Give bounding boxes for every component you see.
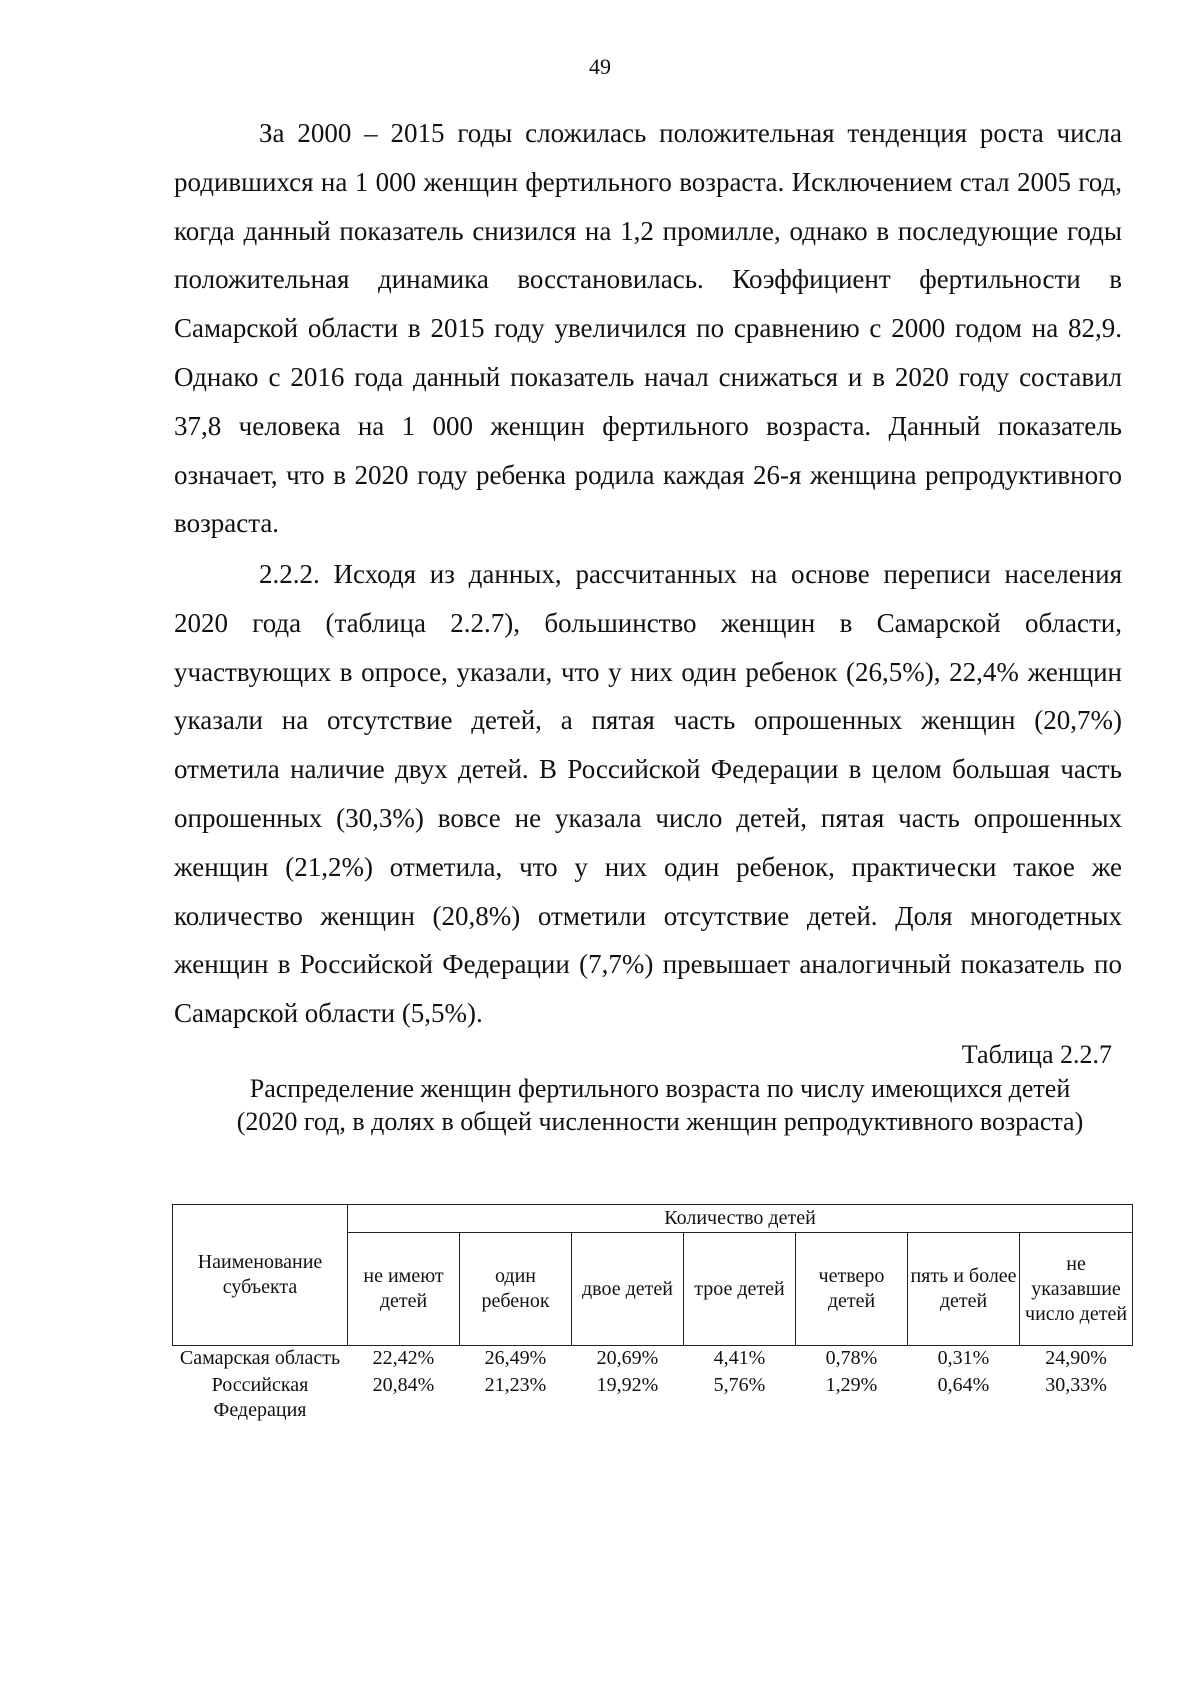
- table-title: Распределение женщин фертильного возраста по числу имеющихся детей (2020 год, в долях в общей численности женщин репродуктивного возраста): [236, 1074, 1084, 1136]
- table-cell: 20,69%: [596, 1347, 659, 1369]
- header-subject-name: Наименование субъекта: [173, 1205, 348, 1346]
- paragraph-text: 2.2.2. Исходя из данных, рассчитанных на основе переписи населения 2020 года (таблица 2.2.7), большинство женщин в Самарской области, участвующих в опросе, указали, что у них один ребенок (26,5%), 22,4% женщин указали на отсутствие детей, а пятая часть опрошенных женщин (20,7%) отметила наличие двух детей. В Российской Федерации в целом большая часть опрошенных (30,3%) вовсе не указала число детей, пятая часть опрошенных женщин (21,2%) отметила, что у них один ребенок, практически такое же количество женщин (20,8%) отметили отсутствие детей. Доля многодетных женщин в Российской Федерации (7,7%) превышает аналогичный показатель по Самарской области (5,5%).: [174, 559, 1122, 1029]
- column-header: четверо детей: [796, 1233, 908, 1346]
- paragraph-text: За 2000 – 2015 годы сложилась положительная тенденция роста числа родившихся на 1 000 женщин фертильного возраста. Исключением стал 2005 год, когда данный показатель снизился на 1,2 промилле, однако в последующие годы положительная динамика восстановилась. Коэффициент фертильности в Самарской области в 2015 году увеличился по сравнению с 2000 годом на 82,9. Однако с 2016 года данный показатель начал снижаться и в 2020 году составил 37,8 человека на 1 000 женщин фертильного возраста. Данный показатель означает, что в 2020 году ребенка родила каждая 26-я женщина репродуктивного возраста.: [174, 118, 1122, 539]
- table-cell: 30,33%: [1045, 1374, 1107, 1396]
- table-row: [173, 1346, 1133, 1374]
- row-label: Российская Федерация: [211, 1374, 309, 1421]
- table-cell: 21,23%: [484, 1374, 547, 1396]
- table-cell: 4,41%: [713, 1347, 766, 1369]
- table-cell: 0,31%: [937, 1347, 990, 1369]
- column-header: один ребенок: [460, 1233, 572, 1346]
- table-cell: 0,78%: [825, 1347, 878, 1369]
- table-row: [173, 1373, 1133, 1425]
- header-children-count: Количество детей: [348, 1205, 1133, 1233]
- column-header: двое детей: [572, 1233, 684, 1346]
- page-number: 49: [589, 54, 611, 79]
- table-cell: 5,76%: [713, 1374, 766, 1396]
- column-header: не имеют детей: [348, 1233, 460, 1346]
- row-label: Самарская область: [179, 1347, 341, 1369]
- table-cell: 1,29%: [825, 1374, 878, 1396]
- table-cell: 20,84%: [372, 1374, 435, 1396]
- children-distribution-table: [172, 1204, 1133, 1425]
- column-header: не указавшие число детей: [1020, 1233, 1133, 1346]
- body-paragraph-2: [174, 550, 1122, 1038]
- column-header: пять и более детей: [908, 1233, 1020, 1346]
- table-cell: 24,90%: [1045, 1347, 1107, 1369]
- table-cell: 26,49%: [484, 1347, 547, 1369]
- table-cell: 19,92%: [596, 1374, 659, 1396]
- body-paragraph-1: [174, 109, 1122, 548]
- table-label: Таблица 2.2.7: [961, 1040, 1112, 1069]
- table-cell: 0,64%: [937, 1374, 990, 1396]
- column-header: трое детей: [684, 1233, 796, 1346]
- table-cell: 22,42%: [372, 1347, 435, 1369]
